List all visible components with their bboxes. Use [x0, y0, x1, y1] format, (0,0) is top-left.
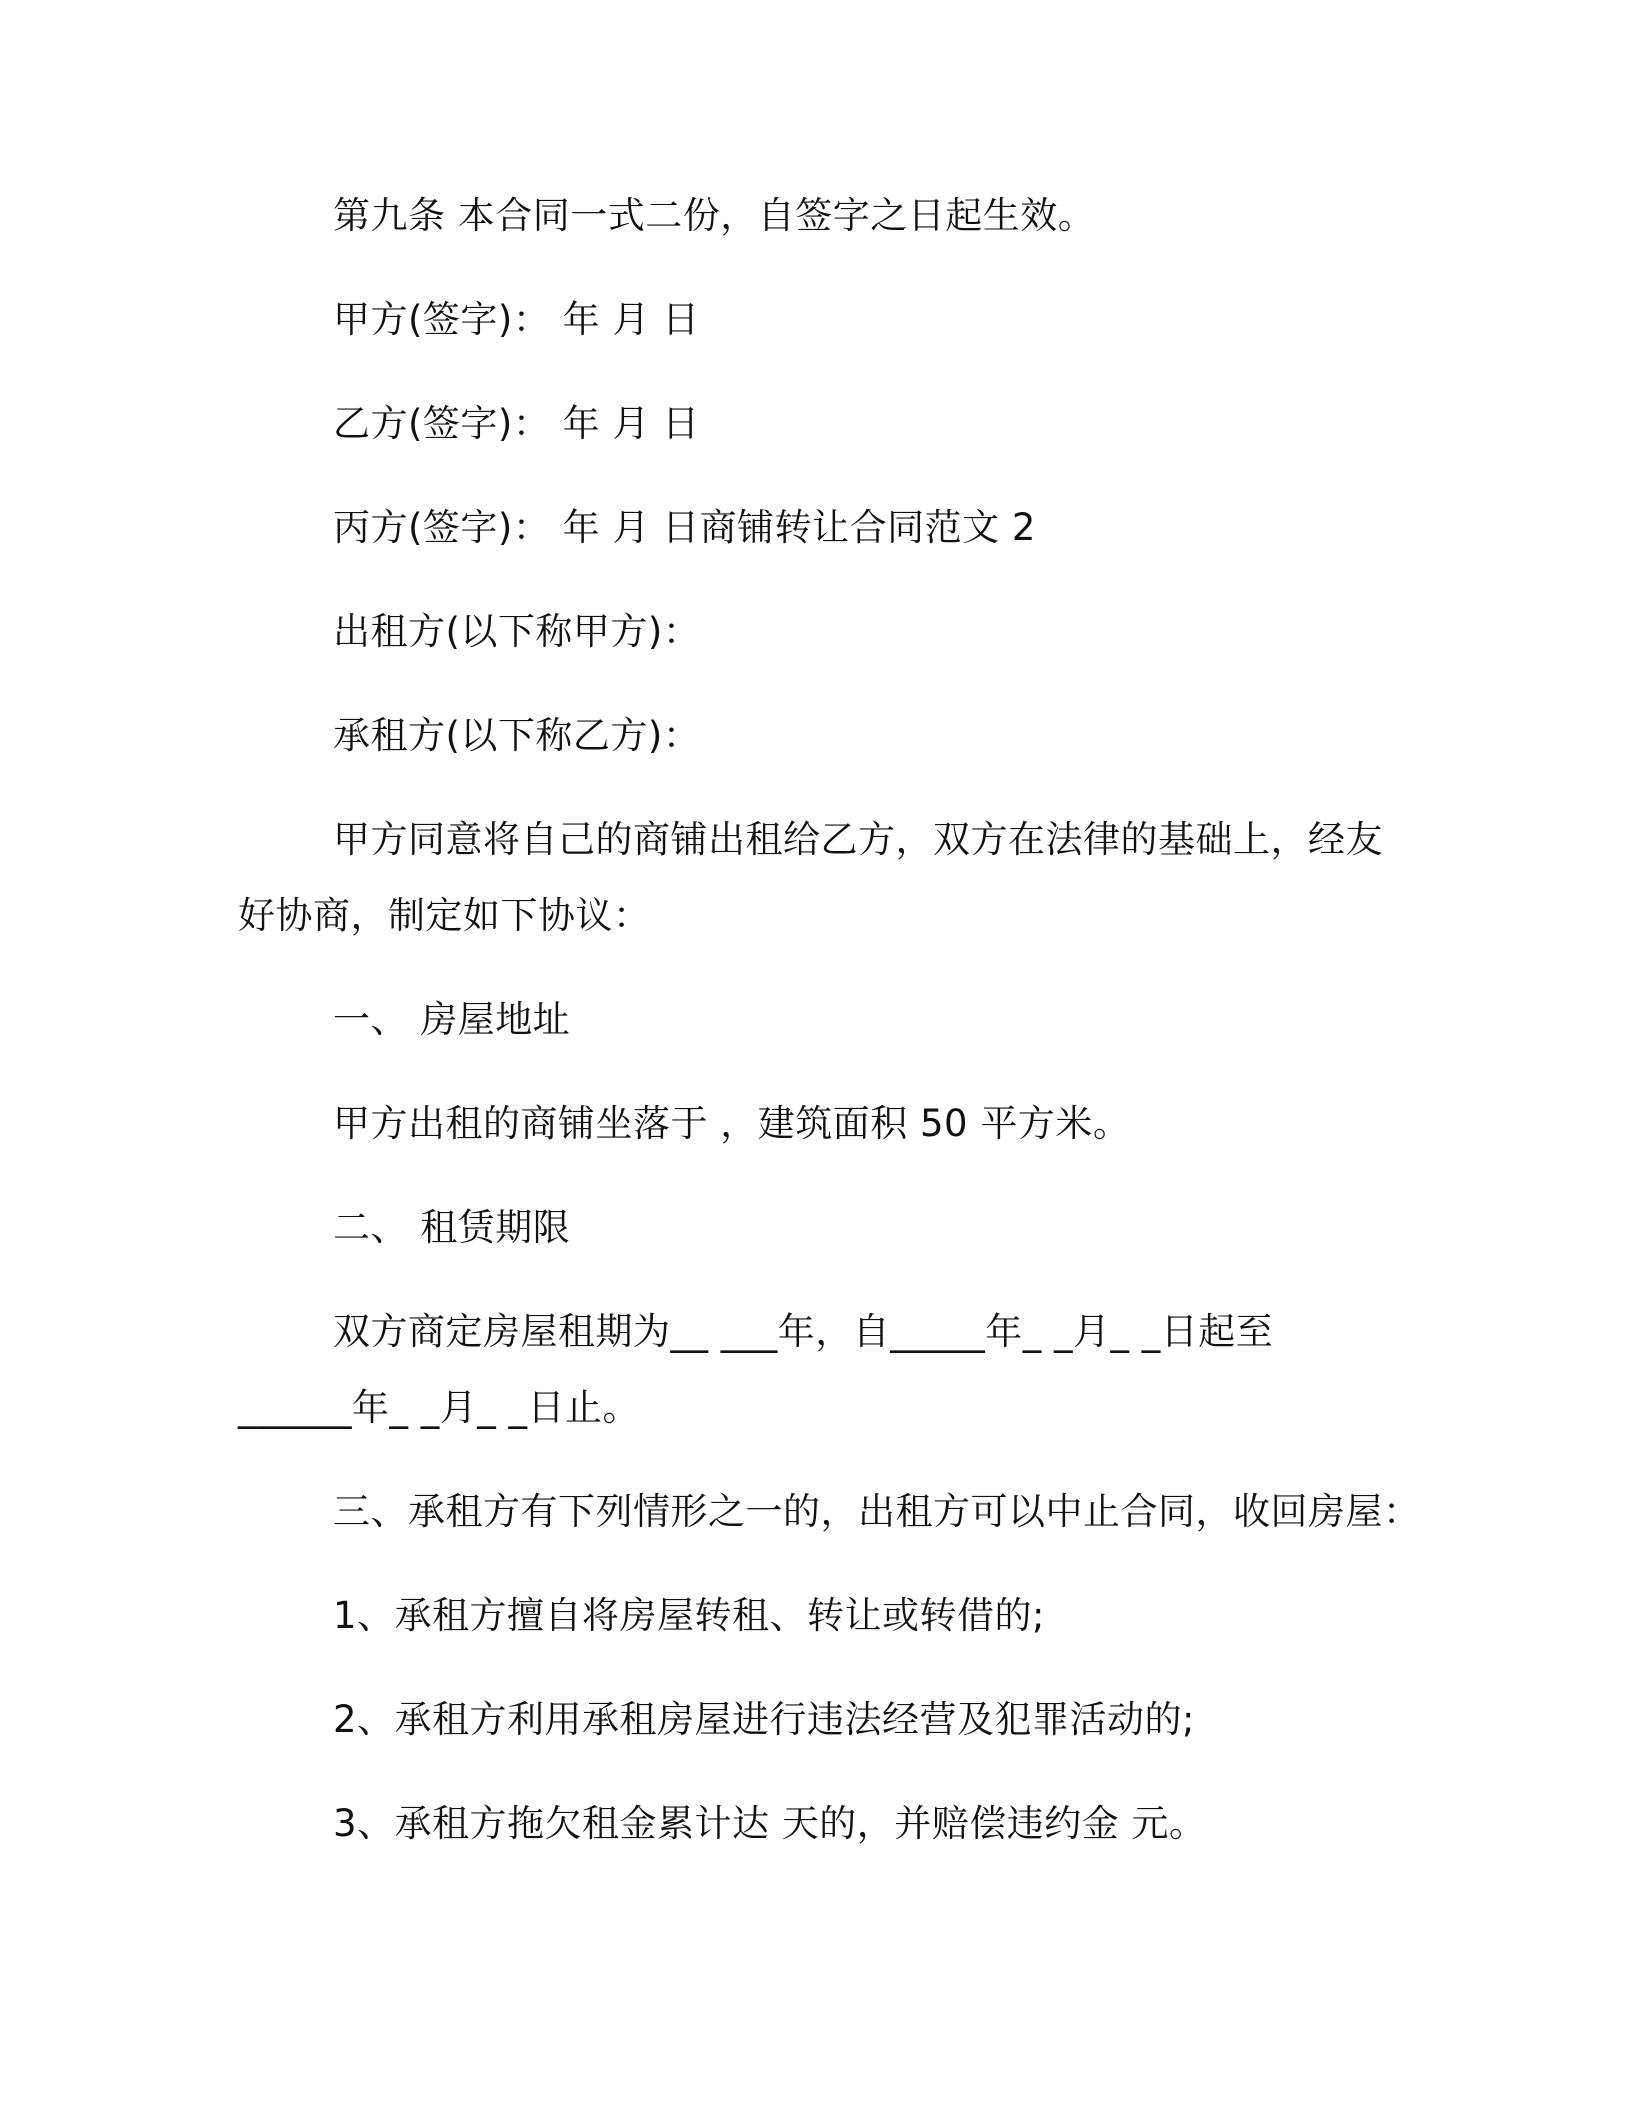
- intro-paragraph-line-1: 甲方同意将自己的商铺出租给乙方，双方在法律的基础上，经友: [333, 818, 1383, 861]
- lessee-label: 承租方(以下称乙方)：: [333, 714, 701, 757]
- lease-term-line-1: 双方商定房屋租期为__ ___年，自_____年_ _月_ _日起至: [333, 1310, 1274, 1353]
- section-2-heading: 二、 租赁期限: [333, 1206, 571, 1249]
- section-3-item-1: 1、承租方擅自将房屋转租、转让或转借的;: [333, 1594, 1046, 1637]
- section-1-heading: 一、 房屋地址: [333, 998, 571, 1041]
- lessor-label: 出租方(以下称甲方)：: [333, 610, 701, 653]
- party-a-signature: 甲方(签字)： 年 月 日: [333, 298, 700, 341]
- section-3-heading: 三、承租方有下列情形之一的，出租方可以中止合同，收回房屋：: [333, 1490, 1421, 1533]
- party-b-signature: 乙方(签字)： 年 月 日: [333, 402, 700, 445]
- clause-9-effective: 第九条 本合同一式二份，自签字之日起生效。: [333, 194, 1096, 237]
- section-1-address: 甲方出租的商铺坐落于 ，建筑面积 50 平方米。: [333, 1102, 1131, 1145]
- lease-term-line-2: ______年_ _月_ _日止。: [238, 1386, 641, 1429]
- party-c-signature-and-title: 丙方(签字)： 年 月 日商铺转让合同范文 2: [333, 506, 1036, 549]
- intro-paragraph-line-2: 好协商，制定如下协议：: [238, 894, 651, 937]
- section-3-item-3: 3、承租方拖欠租金累计达 天的，并赔偿违约金 元。: [333, 1802, 1207, 1845]
- section-3-item-2: 2、承租方利用承租房屋进行违法经营及犯罪活动的;: [333, 1698, 1196, 1741]
